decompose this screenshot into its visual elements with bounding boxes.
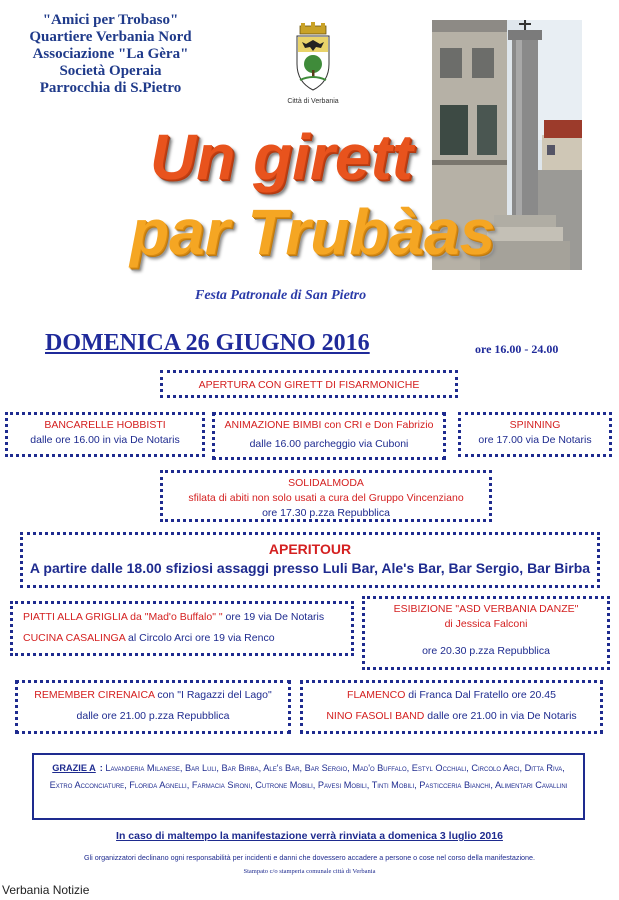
- title-line-2: par Trubàas: [130, 196, 496, 268]
- organizer-3: Associazione "La Gèra": [32, 46, 189, 62]
- bancarelle-detail: dalle ore 16.00 in via De Notaris: [30, 434, 180, 446]
- thanks-box: GRAZIE A : Lavanderia Milanese, Bar Luli, Bar Birba, Ale's Bar, Bar Sergio, Mad'o Buffalo, Estyl Occhiali, Circolo Arci, Ditta Riva, Extro Acconciature, Florida Agnelli, Farmacia Sironi, Cutrone Mobili, Pavesi Mobili, Tinti Mobili, Pasticceria Bianchi, Alimentari Cavallini: [32, 753, 585, 820]
- box-solidalmoda: [160, 470, 492, 522]
- thanks-label: GRAZIE A: [52, 763, 96, 773]
- event-date: DOMENICA 26 GIUGNO 2016: [45, 330, 370, 356]
- remember-line-1: [24, 688, 282, 703]
- flamenco-line: [309, 688, 594, 703]
- box-flamenco: [300, 680, 603, 734]
- remember-title: REMEMBER CIRENAICA: [34, 689, 155, 701]
- nino-fasoli-title: NINO FASOLI BAND: [326, 710, 425, 722]
- box-bancarelle: [5, 412, 205, 457]
- crest-icon: [292, 22, 334, 92]
- aperitour-detail: A partire dalle 18.00 sfiziosi assaggi presso Luli Bar, Ale's Bar, Bar Sergio, Bar Birba: [29, 560, 591, 576]
- organizers-list: [18, 12, 203, 97]
- event-hours: ore 16.00 - 24.00: [475, 342, 559, 356]
- esibizione-title: ESIBIZIONE "ASD VERBANIA DANZE": [393, 603, 579, 615]
- nino-fasoli-line: [309, 709, 594, 724]
- griglia-line-1: [23, 610, 345, 625]
- box-remember: [15, 680, 291, 734]
- box-apertura: [160, 370, 458, 398]
- esibizione-performer: di Jessica Falconi: [444, 618, 528, 630]
- solidalmoda-title: SOLIDALMODA: [288, 477, 364, 489]
- disclaimer: Gli organizzatori declinano ogni responsabilità per incidenti e danni che dovessero accadere a persone o cose nel corso della manifestazione.: [83, 853, 536, 862]
- footer-source: Verbania Notizie: [2, 883, 90, 897]
- rain-notice: In caso di maltempo la manifestazione verrà rinviata a domenica 3 luglio 2016: [116, 830, 503, 842]
- remember-band: con "I Ragazzi del Lago": [157, 689, 272, 701]
- cucina-line: [23, 631, 345, 646]
- cucina-title: CUCINA CASALINGA: [23, 632, 126, 644]
- spinning-title: SPINNING: [509, 419, 561, 431]
- title-line-1: Un girett: [150, 121, 414, 193]
- box-esibizione: [362, 596, 610, 670]
- flamenco-detail: di Franca Dal Fratello ore 20.45: [408, 689, 556, 701]
- organizer-5: Parrocchia di S.Pietro: [39, 80, 182, 96]
- nino-fasoli-detail: dalle ore 21.00 in via De Notaris: [427, 710, 577, 722]
- organizer-4: Società Operaia: [59, 63, 162, 79]
- apertura-text: APERTURA CON GIRETT DI FISARMONICHE: [198, 379, 420, 391]
- box-spinning: [458, 412, 612, 457]
- city-crest: [268, 22, 358, 105]
- box-griglia: [10, 601, 354, 656]
- thanks-list: Lavanderia Milanese, Bar Luli, Bar Birba, Ale's Bar, Bar Sergio, Mad'o Buffalo, Estyl Occhiali, Circolo Arci, Ditta Riva, Extro Acconciature, Florida Agnelli, Farmacia Sironi, Cutrone Mobili, Pavesi Mobili, Tinti Mobili, Pasticceria Bianchi, Alimentari Cavallini: [49, 763, 568, 790]
- remember-time: dalle ore 21.00 p.zza Repubblica: [76, 710, 230, 722]
- crest-caption: Città di Verbania: [287, 98, 339, 105]
- flamenco-title: FLAMENCO: [347, 689, 406, 701]
- organizer-2: Quartiere Verbania Nord: [29, 29, 192, 45]
- box-animazione: [212, 412, 446, 460]
- animazione-title: ANIMAZIONE BIMBI con CRI e Don Fabrizio: [224, 419, 434, 431]
- organizer-1: "Amici per Trobaso": [42, 12, 179, 28]
- solidalmoda-time: ore 17.30 p.zza Repubblica: [262, 507, 390, 519]
- esibizione-time: ore 20.30 p.zza Repubblica: [422, 645, 550, 657]
- griglia-detail: ore 19 via De Notaris: [225, 611, 325, 623]
- aperitour-title: APERITOUR: [268, 541, 352, 557]
- animazione-detail: dalle 16.00 parcheggio via Cuboni: [249, 438, 409, 450]
- subtitle: Festa Patronale di San Pietro: [195, 288, 367, 303]
- printed-by: Stampato c/o stamperia comunale città di Verbania: [243, 868, 376, 875]
- griglia-title: PIATTI ALLA GRIGLIA da "Mad'o Buffalo" ": [23, 611, 223, 623]
- solidalmoda-description: sfilata di abiti non solo usati a cura del Gruppo Vincenziano: [188, 492, 464, 504]
- spinning-detail: ore 17.00 via De Notaris: [478, 434, 592, 446]
- cucina-detail: al Circolo Arci ore 19 via Renco: [128, 632, 275, 644]
- bancarelle-title: BANCARELLE HOBBISTI: [44, 419, 166, 431]
- box-aperitour: [20, 532, 600, 588]
